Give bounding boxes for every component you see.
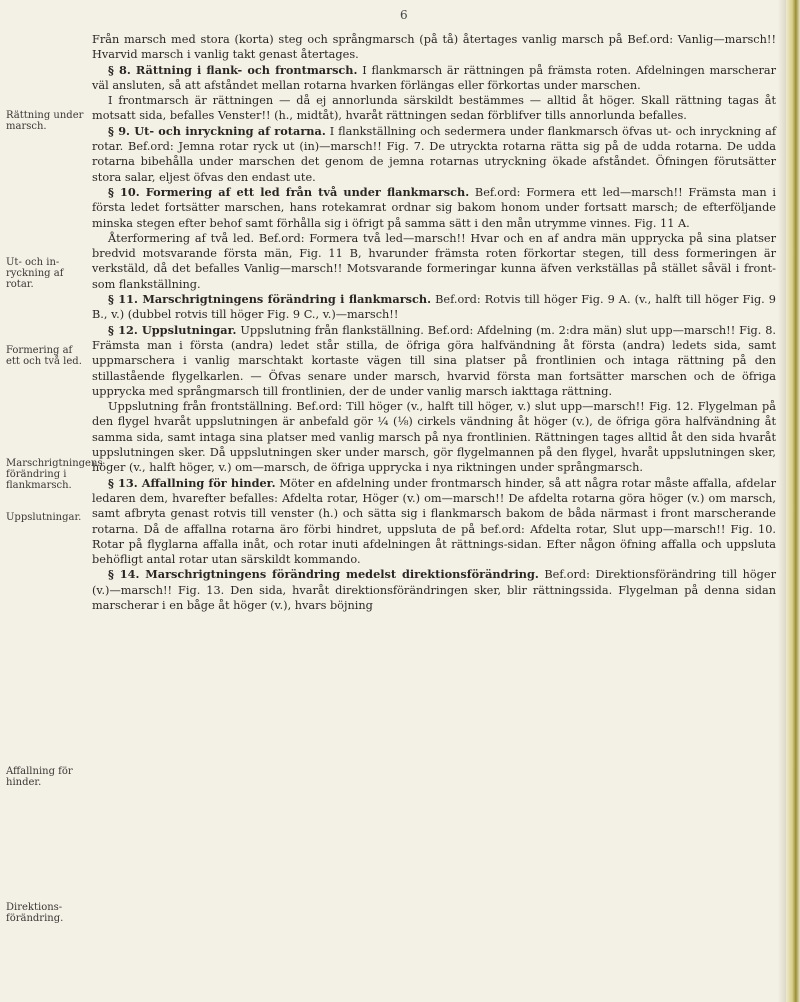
paragraph: Återformering af två led. Bef.ord: Formera två led—marsch!! Hvar och en af andra män upprycka på sina platser bredvid motsvarande första män, Fig. 11 B, hvarunder främsta roten förkortar stegen, till dess formeringen är verkstäld, då det befalles Vanlig—marsch!! Motsvarande formeringar kunna äfven verkställas på stället såväl i front- som flankställning. [92, 231, 776, 291]
sidenote-uppslutningar: Uppslutningar. [6, 512, 82, 523]
paragraph-section-12: § 12. Uppslutningar. Uppslutning från flankställning. Bef.ord: Afdelning (m. 2:dra män) slut upp—marsch!! Fig. 8. Främsta man i första (andra) ledet står stilla, de öfriga göra halfvändning åt första (andra) ledets sida, samt uppmarschera i vanlig marschtakt kortaste vägen till sina platser på frontlinien och intaga rättning på den stillastående flygelkarlen. — Öfvas senare under marsch, hvarvid första man fortsätter marschen och de öfriga upprycka med språngmarsch till frontlinien, der de under vanlig marsch iakttaga rättning. [92, 322, 777, 398]
paragraph-section-9: § 9. Ut- och inryckning af rotarna. I flankställning och sedermera under flankmarsch öfvas ut- och inryckning af rotar. Bef.ord: Jemna rotar ryck ut (in)—marsch!! Fig. 7. De utryckta rotarna rätta sig på de udda rotarna. De udda rotarna bibehålla under marschen det genom de jemna rotarnas utryckning ökade afståndet. Öfningen förutsätter stora salar, eljest öfvas den endast ute. [92, 123, 777, 184]
sidenote-ut-och-inryckning: Ut- och in-ryckning af rotar. [6, 257, 64, 290]
paragraph-section-11: § 11. Marschrigtningens förändring i flankmarsch. Bef.ord: Rotvis till höger Fig. 9 A. (v., halft till höger Fig. 9 B., v.) (dubbel rotvis till höger Fig. 9 C., v.)—marsch!! [92, 292, 776, 322]
paragraph-section-10: § 10. Formering af ett led från två under flankmarsch. Bef.ord: Formera ett led—marsch!! Främsta man i första ledet fortsätter marschen, hans rotekamrat ordnar sig bakom honom under fortsatt marsch; de efterföljande minska stegen efter behof samt förhålla sig i öfrigt på samma sätt i den mån utrymme vinnes. Fig. 11 A. [92, 184, 777, 230]
book-page-edge [786, 0, 800, 1002]
paragraph: Från marsch med stora (korta) steg och språngmarsch (på tå) återtages vanlig marsch på Bef.ord: Vanlig—marsch!! Hvarvid marsch i vanlig takt genast återtages. [92, 33, 776, 62]
sidenote-formering: Formering af ett och två led. [6, 345, 82, 367]
paragraph: Uppslutning från frontställning. Bef.ord: Till höger (v., halft till höger, v.) slut upp—marsch!! Fig. 12. Flygelman på den flygel hvaråt uppslutningen är anbefald gör ¼ (⅛) cirkels vändning åt höger (v.), de öfriga göra halfvändning åt samma sida, samt intaga sina platser med vanlig marsch på nya frontlinien. Rättningen tages alltid åt den sida hvaråt uppslutningen sker. Då uppslutningen sker under marsch, gör flygelmannen på den flygel, hvaråt uppslutningen sker, höger (v., halft höger, v.) om—marsch, de öfriga upprycka i nya riktningen under språngmarsch. [92, 400, 776, 475]
paragraph-section-13: § 13. Affallning för hinder. Möter en afdelning under frontmarsch hinder, så att några rotar måste affalla, afdelar ledaren dem, hvarefter befalles: Afdelta rotar, Höger (v.) om—marsch!! De afdelta rotarna göra höger (v.) om marsch, samt afbryta genast rotvis till venster (h.) och sätta sig i flankmarsch bakom de båda närmast i front marscherande rotarna. Då de affallna rotarna äro förbi hindret, uppsluta de på bef.ord: Afdelta rotar, Slut upp—marsch!! Fig. 10. Rotar på flyglarna affalla inåt, och rotar inuti afdelningen åt rättnings-sidan. Efter någon öfning affalla och uppsluta behöfligt antal rotar utan särskildt kommando. [92, 475, 776, 567]
sidenote-affallning: Affallning för hinder. [6, 766, 73, 788]
paragraph: I frontmarsch är rättningen — då ej annorlunda särskildt bestämmes — alltid åt höger. Skall rättning tagas åt motsatt sida, befalles Venster!! (h., midtåt), hvaråt rättningen sedan förblifver tills annorlunda befalles. [92, 94, 776, 123]
paragraph-section-8: § 8. Rättning i flank- och frontmarsch. I flankmarsch är rättningen på främsta roten. Afdelningen marscherar väl ansluten, så att afståndet mellan rotarna hvarken förlängas eller förkortas under marschen. [92, 62, 776, 92]
page-edge-shadow [778, 0, 786, 1002]
sidenote-rattning: Rättning under marsch. [6, 110, 84, 132]
paragraph-section-14: § 14. Marschrigtningens förändring medelst direktionsförändring. Bef.ord: Direktionsförändring till höger (v.)—marsch!! Fig. 13. Den sida, hvaråt direktionsförändringen sker, blir rättningssida. Flygelman på denna sidan marscherar i en båge åt höger (v.), hvars böjning [92, 567, 776, 612]
sidenote-marschrigtning: Marschrigtningens förändring i flankmarsch. [6, 458, 103, 491]
page-number: 6 [400, 8, 408, 22]
body-text [92, 32, 776, 613]
sidenote-direktionsforandring: Direktions-förändring. [6, 902, 64, 924]
